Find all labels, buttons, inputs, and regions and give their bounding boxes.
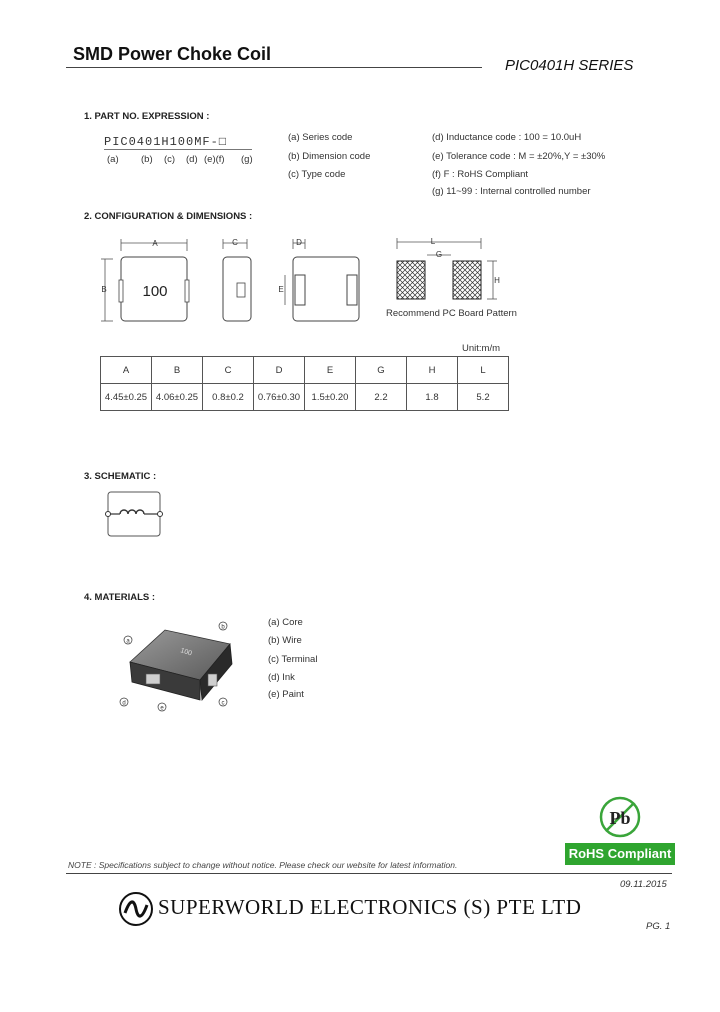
rohs-compliant-badge: RoHS Compliant <box>565 843 675 865</box>
page-number: PG. 1 <box>646 921 671 932</box>
bottom-view-drawing <box>278 238 359 321</box>
part-no-code: PIC0401H100MF-□ <box>104 135 228 149</box>
desc-type-code: (c) Type code <box>288 169 346 180</box>
pcb-pattern-caption: Recommend PC Board Pattern <box>386 308 517 319</box>
top-view-drawing <box>101 239 189 321</box>
table-cell: 1.5±0.20 <box>305 384 356 411</box>
part-letter-a: (a) <box>107 154 119 165</box>
dim-label-b: B <box>101 285 107 294</box>
table-cell: 5.2 <box>458 384 509 411</box>
material-paint: (e) Paint <box>268 689 304 700</box>
pb-free-icon <box>595 795 645 839</box>
desc-rohs-code: (f) F : RoHS Compliant <box>432 169 529 180</box>
config-heading: 2. CONFIGURATION & DIMENSIONS : <box>84 211 253 222</box>
table-header: B <box>152 357 203 384</box>
desc-tolerance-code: (e) Tolerance code : M = ±20%,Y = ±30% <box>432 151 606 162</box>
pb-label: Pb <box>609 808 631 828</box>
unit-label: Unit:m/m <box>462 343 500 354</box>
callout-b: b <box>221 624 225 631</box>
side-view-drawing <box>223 238 251 321</box>
table-cell: 1.8 <box>407 384 458 411</box>
part-no-underline <box>104 149 252 150</box>
callout-d: d <box>122 700 126 707</box>
table-cell: 0.8±0.2 <box>203 384 254 411</box>
callout-c: c <box>221 700 225 707</box>
material-ink: (d) Ink <box>268 672 295 683</box>
table-cell: 0.76±0.30 <box>254 384 305 411</box>
dim-label-l: L <box>430 237 436 246</box>
material-terminal: (c) Terminal <box>268 654 318 665</box>
part-letter-c: (c) <box>164 154 176 165</box>
part-no-heading: 1. PART NO. EXPRESSION : <box>84 111 210 122</box>
svg-text:100: 100 <box>179 647 193 658</box>
table-header: E <box>305 357 356 384</box>
header-rule <box>66 67 482 68</box>
table-header: H <box>407 357 458 384</box>
footer-rule <box>66 873 672 874</box>
table-header-row <box>101 357 509 384</box>
company-logo-icon <box>118 891 154 927</box>
pcb-pattern-drawing <box>397 237 500 299</box>
company-name: SUPERWORLD ELECTRONICS (S) PTE LTD <box>158 895 582 919</box>
schematic-drawing <box>100 490 170 540</box>
material-core: (a) Core <box>268 617 303 628</box>
dim-label-h: H <box>494 276 500 285</box>
dim-label-c: C <box>232 238 238 247</box>
dim-label-a: A <box>152 239 158 248</box>
marking-100: 100 <box>142 283 168 300</box>
table-header: A <box>101 357 152 384</box>
desc-internal-number: (g) 11~99 : Internal controlled number <box>432 186 591 197</box>
dim-label-e: E <box>278 285 284 294</box>
table-cell: 4.45±0.25 <box>101 384 152 411</box>
materials-heading: 4. MATERIALS : <box>84 592 156 603</box>
footer-date: 09.11.2015 <box>620 879 667 890</box>
footer-note: NOTE : Specifications subject to change without notice. Please check our website for latest information. <box>68 860 458 870</box>
document-title: SMD Power Choke Coil <box>73 44 272 64</box>
dimension-table <box>100 356 509 411</box>
desc-series-code: (a) Series code <box>288 132 353 143</box>
part-letter-g: (g) <box>241 154 253 165</box>
table-row <box>101 384 509 411</box>
desc-dimension-code: (b) Dimension code <box>288 151 371 162</box>
part-letter-b: (b) <box>141 154 153 165</box>
schematic-heading: 3. SCHEMATIC : <box>84 471 157 482</box>
dim-label-g: G <box>435 250 443 259</box>
callout-a: a <box>126 638 130 645</box>
table-header: D <box>254 357 305 384</box>
dim-label-d: D <box>296 238 302 247</box>
part-letter-d: (d) <box>186 154 198 165</box>
table-header: G <box>356 357 407 384</box>
callout-e: e <box>160 705 164 712</box>
desc-inductance-code: (d) Inductance code : 100 = 10.0uH <box>432 132 582 143</box>
series-name: PIC0401H SERIES <box>505 57 634 74</box>
table-cell: 4.06±0.25 <box>152 384 203 411</box>
table-header: C <box>203 357 254 384</box>
table-header: L <box>458 357 509 384</box>
material-wire: (b) Wire <box>268 635 302 646</box>
part-letter-ef: (e)(f) <box>204 154 225 165</box>
component-3d-image <box>110 612 240 712</box>
table-cell: 2.2 <box>356 384 407 411</box>
